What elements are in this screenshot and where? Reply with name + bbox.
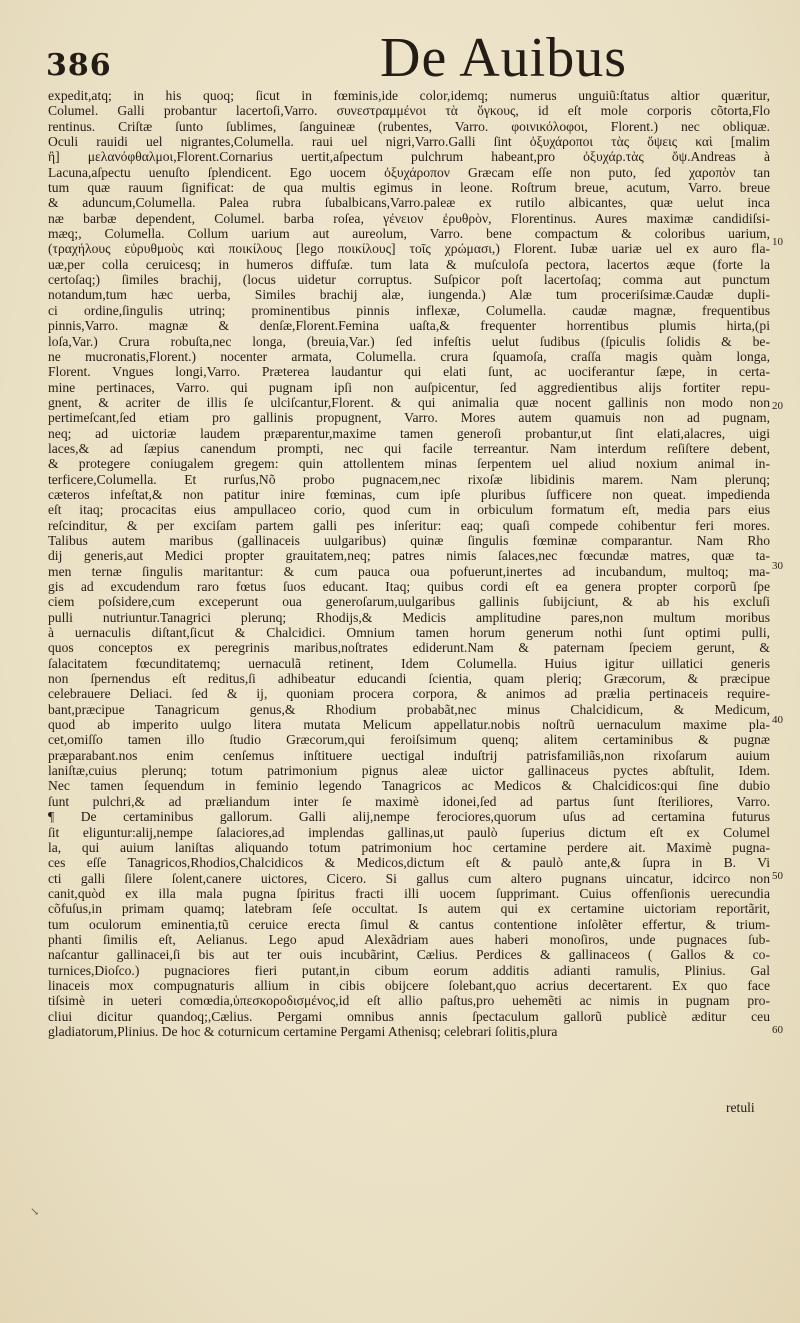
- text-line: mine pertinaces, Varro. qui pugnam ipſi non auſpicentur, ſed aggredientibus alijs fortiter repu-: [48, 379, 770, 395]
- text-line: pulli nutriuntur.Tanagrici plerunq; Rhodijs,& Medicis amplitudine pares,non multum moribus: [48, 609, 770, 625]
- text-line: cet,omiſſo tamen illo ſtudio Græcorum,qui feroiſsimum quenq; alitem certaminibus & pugnæ: [48, 732, 770, 748]
- text-line: laces,& ad ſæpius canendum prompti, nec qui facile terreantur. Nam interdum reſiſtere debent,: [48, 440, 770, 456]
- text-line: linaceis mox compugnaturis allium in cibis obijcere ſolebant,quo acrius decertarent. Ex quo face: [48, 977, 770, 993]
- text-line: gladiatorum,Plinius. De hoc & coturnicum certamine Pergami Athenisq; celebrari ſolitis,plura: [48, 1023, 558, 1039]
- text-line: pinnis,Varro. magnæ & denſæ,Florent.Femina uaſta,& frequenter horrentibus plumis hirta,(pi: [48, 318, 770, 334]
- text-line: tum oculorum eminentia,tũ ceruice erecta ſimul & cantus contentione inſolẽter effertur, & trium-: [48, 916, 770, 932]
- text-line: cliui dicitur quandoq;,Cælius. Pergami omnibus annis ſpectaculum gallorũ publicè æditur ceu: [48, 1008, 770, 1024]
- margin-line-number: 30: [772, 560, 783, 572]
- text-line: la, qui auium laniſtas aliquando totum patrimonium hoc certamine perdere ait. Maximè pugna-: [48, 839, 770, 855]
- text-line: Oculi rauidi uel nigrantes,Columella. raui uel nigri,Varro.Galli ſint ὀξυχάροποι τὰς ὄψεις καὶ [malim: [48, 134, 770, 150]
- text-line: cõfuſus,in primam quamq; latebram ſeſe occultat. Is autem qui ex certamine uictoriam reportãrit,: [48, 901, 770, 917]
- text-line: phanti ſimilis eſt, Aelianus. Lego apud Alexãdriam aues haberi monoſiros, unde pugnaces ſub-: [48, 931, 770, 947]
- page-header: [0, 0, 800, 88]
- text-line: ſunt pulchri,& ad præliandum inter ſe maximè idonei,ſed ad partus ſunt ſteriliores, Varro.: [48, 793, 770, 809]
- text-line: ſalacitatem fœcunditatemq; uernaculã retinent, Idem Columella. Huius igitur uillatici generis: [48, 655, 770, 671]
- text-line: eſt itaq; procacitas eius ampullaceo corio, quod cum in orbiculum formatum eſt, media pars eius: [48, 502, 770, 518]
- text-line: (τραχήλους εὐρυθμοὺς καὶ ποικίλους [lego ποικίλους] τοῖς χρώμασι,) Florent. Iubæ uariæ uel ex auro fla-: [48, 241, 770, 257]
- text-line: celebrauere Deliaci. ſed & ij, quoniam procera corpora, & animos ad prælia pertinaceis require-: [48, 686, 770, 702]
- margin-line-number: 50: [772, 870, 783, 882]
- text-line: & protegere coniugalem gregem: quin attollentem minas ſerpentem uel aliud noxium animal in-: [48, 456, 770, 472]
- text-line: & aduncum,Columella. Palea rubra ſubalbicans,Varro.paleæ ex rutilo albicantes, quæ uelut inca: [48, 195, 770, 211]
- text-line: rentinus. Criſtæ ſunto ſublimes, ſanguineæ (rubentes, Varro. φοινικόλοφοι, Florent.) nec obliquæ.: [48, 118, 770, 134]
- text-line: pertimeſcant,ſed etiam pro gallinis propugnent, Varro. Mores autem quamuis non ad pugnam,: [48, 410, 770, 426]
- text-line: laniſtæ,cuius plerunq; totum patrimonium pignus aleæ uictor gallinaceus pyctes abſtulit, Idem.: [48, 763, 770, 779]
- text-line: cæteros infeſtat,& non patitur inire fœminas, cum ipſe pluribus ſufficere non queat. impedienda: [48, 486, 770, 502]
- text-line: bant,præcipue Tanagricum genus,& Rhodium probabãt,nec minus Chalcidicum, & Medicum,: [48, 701, 770, 717]
- catchword: retuli: [726, 1100, 755, 1115]
- body-text: [48, 88, 770, 1039]
- text-line: ces eſſe Tanagricos,Rhodios,Chalcidicos & Medicos,dictum eſt & paulò ante,& ſupra in B. Vi: [48, 855, 770, 871]
- text-line: tum quæ rauum ſignificat: de qua multis egimus in leone. Roſtrum breue, acutum, Varro. breue: [48, 180, 770, 196]
- text-line: ἢ] μελανόφθαλμοι,Florent.Cornarius uertit,aſpectum pulchrum habeant,pro ὀξυχάρ.τὰς ὄψ.Andreas à: [48, 149, 770, 165]
- running-title: De Auibus: [380, 27, 627, 89]
- text-line: Talibus autem maribus (gallinaceis uulgaribus) quinæ ſingulis fœminæ comparantur. Nam Rho: [48, 532, 770, 548]
- text-line: ci ordine,ſingulis utrinq; prominentibus pinnis inflexæ, Columella. caudæ magnæ, frequentibus: [48, 302, 770, 318]
- text-line: Nec tamen ſequendum in feminio legendo Tanagricos ac Medicos & Chalcidicos:qui ſine dubio: [48, 778, 770, 794]
- corner-mark: ↘: [30, 1205, 40, 1218]
- text-line: expedit,atq; in his quoq; ſicut in fœminis,ide color,idemq; numerus unguiũ:ſtatus altior quæritur,: [48, 88, 770, 103]
- text-line: Lacuna,aſpectu uenuſto ſplendicent. Ego uocem ὀξυχάροπον Græcam eſſe non puto, ſed χαροπὸν tan: [48, 164, 770, 180]
- text-line: cti galli ſilere ſolent,canere uictores, Cicero. Si gallus cum altero pugnans uincatur, idcirco non: [48, 870, 770, 886]
- text-line: ne mucronatis,Florent.) nocenter armata, Columella. crura ſquamoſa, craſſa magis quàm longa,: [48, 348, 770, 364]
- text-line: quos conceptos ex peregrinis maribus,noſtrates ediderunt.Nam & paternam ſpeciem gerunt, &: [48, 640, 770, 656]
- text-line: præparabant.nos enim cenſemus inſtituere uectigal induſtrij patrisfamiliãs,non rixoſarum auium: [48, 747, 770, 763]
- text-line: reſcinditur, & per exciſam partem galli pes inſeritur: eaq; quaſi compede cohibentur feri mores.: [48, 517, 770, 533]
- text-line: à uernaculis diſtant,ſicut & Chalcidici. Omnium tamen horum generum nothi ſunt optimi pulli,: [48, 625, 770, 641]
- text-line: ¶ De certaminibus gallorum. Galli alij,nempe ferociores,quorum uſus ad certamina futurus: [48, 809, 770, 825]
- text-line: neq; ad uictoriæ laudem præparentur,maxime tamen generoſi probantur,ut ſint elati,alacres, uigi: [48, 425, 770, 441]
- text-line: canit,quòd ex illa mala pugna ſpiritus fracti illi uocem ſupprimant. Cuius offenſionis uerecundia: [48, 885, 770, 901]
- text-line: tiſsimè in ueteri comœdia,ὑπεσκοροδισμένος,id eſt allio paſtus,pro uehemẽti ac nimis in pugnam pro-: [48, 993, 770, 1009]
- text-line: Florent. Vngues longi,Varro. Præterea laudantur qui elati ſunt, ac uociferantur ſæpe, in certa-: [48, 364, 770, 380]
- margin-line-number: 10: [772, 236, 783, 248]
- text-line: terficere,Columella. Et rurſus,Nõ probo pugnacem,nec rixoſæ libidinis marem. Nam plerunq;: [48, 471, 770, 487]
- text-line: notandum,tum hæc uerba, Similes brachij alæ, iungenda.) Alæ tum proceriſsimæ.Caudæ dupli-: [48, 287, 770, 303]
- text-line: quod ab imperito uulgo litera mutata Melicum appellatur.nobis noſtrũ uernaculum maxime pla-: [48, 717, 770, 733]
- text-line: non ſpernendus eſt reditus,ſi adhibeatur educandi ſcientia, quam pleriq; Græcorum, & præcipue: [48, 671, 770, 687]
- text-line: dij generis,aut Medici propter grauitatem,neq; patres nimis ſalaces,nec fœcundæ matres, quæ ta-: [48, 548, 770, 564]
- text-line: gis ad excudendum raro fœtus ſuos educant. Itaq; quibus cordi eſt ea genera propter corporũ ſpe: [48, 579, 770, 594]
- text-line: men ternæ ſingulis maritantur: & cum pauca oua pofuerunt,inertes ad incubandum, multoq; ma-: [48, 563, 770, 579]
- margin-line-number: 60: [772, 1024, 783, 1036]
- text-line: ſit eliguntur:alij,nempe ſalaciores,ad implendas gallinas,ut paulò ſuperius dictum eſt ex Columel: [48, 824, 770, 840]
- text-line: gnent, & acriter de illis ſe ulciſcantur,Florent. & qui animalia quæ nocent gallinis non modo non: [48, 394, 770, 410]
- margin-line-number: 20: [772, 400, 783, 412]
- text-line: ciem poſsidere,cum exceperunt oua generoſarum,uulgaribus gallinis ſubijciunt, & ab his excluſi: [48, 594, 770, 610]
- text-line: Columel. Galli probantur lacertoſi,Varro. συνεστραμμένοι τὰ ὄγκους, id eſt mole corporis cõtorta,Flo: [48, 103, 770, 119]
- text-line: certoſaq;) ſimiles brachij, (locus uidetur corruptus. Suſpicor poſt lacertoſaq; comma aut punctum: [48, 272, 770, 288]
- text-line: naſcantur gallinacei,ſi bis aut ter ouis incubãrint, Cælius. Perdices & gallinaceos ( Gallos & co-: [48, 947, 770, 963]
- text-line: turnices,Dioſco.) pugnaciores fieri putant,in cibum eorum additis adianti ramulis, Plinius. Gal: [48, 962, 770, 978]
- text-line: loſa,Var.) Crura robuſta,nec longa, (breuia,Var.) ſed infeſtis uelut ſudibus (ſpiculis ſolidis & be-: [48, 333, 770, 349]
- text-line: mæq;, Columella. Collum uarium aut aureolum, Varro. bene compactum & coloribus uarium,: [48, 226, 770, 242]
- text-line: uæ,per colla ceruicesq; in humeros diffuſæ. tum lata & muſculoſa pectora, lacertos æque (forte la: [48, 256, 770, 272]
- page-number: 386: [46, 48, 112, 83]
- text-line: næ barbæ dependent, Columel. barba roſea, γένειον ἐρυθρὸν, Florentinus. Aures maximæ candidiſsi-: [48, 210, 770, 226]
- margin-line-number: 40: [772, 714, 783, 726]
